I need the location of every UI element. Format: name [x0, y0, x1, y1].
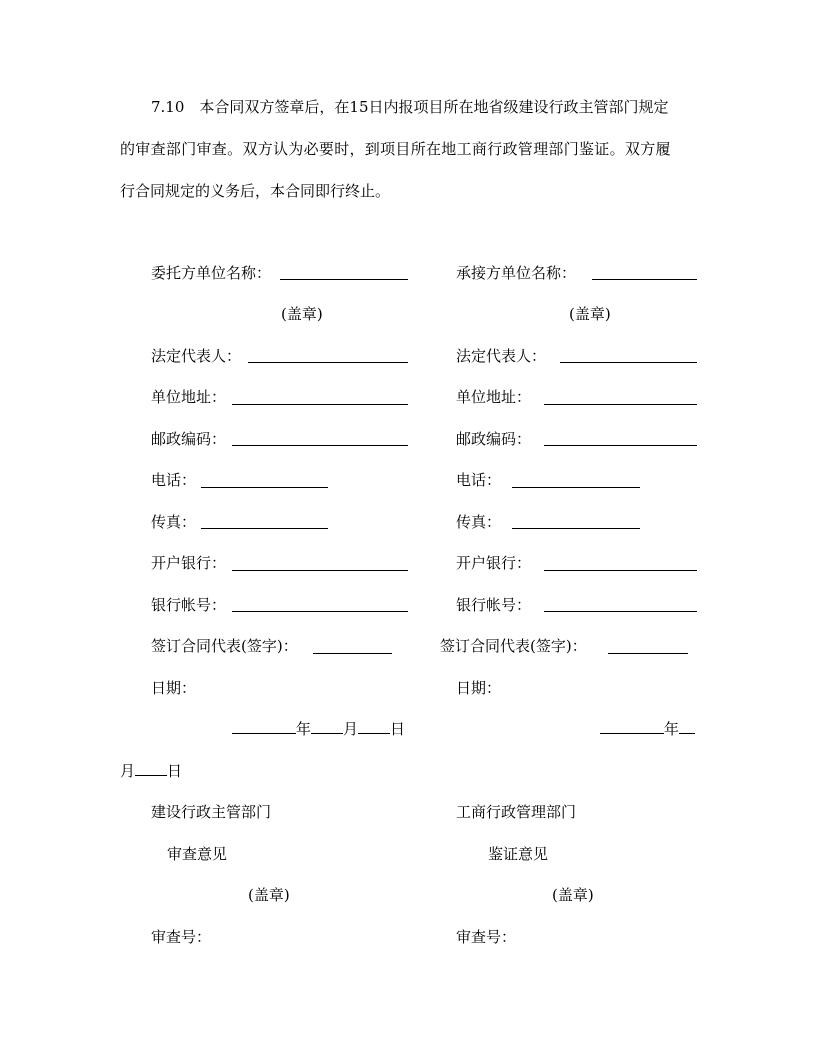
contractor-day-unit: 日 [167, 762, 183, 780]
review-left-seal: (盖章) [248, 886, 290, 904]
client-date-line [232, 719, 405, 739]
contractor-year-blank[interactable] [600, 719, 664, 734]
client-postcode-blank[interactable] [232, 445, 408, 446]
clause-line-1: 7.10 本合同双方签章后，在15日内报项目所在地省级建设行政主管部门规定 [151, 98, 669, 116]
client-signer-label: 签订合同代表(签字)： [151, 637, 298, 655]
client-address-label: 单位地址： [151, 388, 227, 406]
client-fax-label: 传真： [151, 513, 197, 531]
client-bank-label: 开户银行： [151, 554, 227, 572]
contractor-postcode-blank[interactable] [544, 445, 697, 446]
client-year-blank[interactable] [232, 719, 296, 734]
client-fax-blank[interactable] [201, 528, 328, 529]
contractor-year-unit: 年 [664, 720, 680, 738]
contractor-seal: (盖章) [569, 305, 611, 323]
contractor-date-line-wrap [120, 761, 182, 781]
client-seal: (盖章) [281, 305, 323, 323]
contractor-signer-label: 签订合同代表(签字)： [440, 637, 587, 655]
client-account-label: 银行帐号： [151, 596, 227, 614]
client-bank-blank[interactable] [232, 570, 408, 571]
contractor-bank-blank[interactable] [544, 570, 697, 571]
contractor-name-label: 承接方单位名称： [456, 264, 577, 282]
client-day-unit: 日 [390, 720, 406, 738]
client-month-unit: 月 [343, 720, 359, 738]
client-signer-blank[interactable] [313, 653, 392, 654]
clause-line-3: 行合同规定的义务后，本合同即行终止。 [120, 182, 391, 200]
client-name-label: 委托方单位名称： [151, 264, 272, 282]
review-left-opinion: 审查意见 [167, 845, 228, 863]
contractor-bank-label: 开户银行： [456, 554, 532, 572]
contractor-phone-label: 电话： [456, 471, 502, 489]
contractor-date-line [600, 719, 695, 739]
contractor-month-blank[interactable] [679, 719, 695, 734]
contractor-day-blank[interactable] [135, 761, 167, 776]
client-rep-label: 法定代表人： [151, 347, 242, 365]
client-date-label: 日期： [151, 679, 197, 697]
contractor-postcode-label: 邮政编码： [456, 430, 532, 448]
contractor-account-label: 银行帐号： [456, 596, 532, 614]
client-phone-blank[interactable] [201, 487, 328, 488]
contractor-date-label: 日期： [456, 679, 502, 697]
contractor-address-blank[interactable] [544, 404, 697, 405]
clause-line-2: 的审查部门审查。双方认为必要时，到项目所在地工商行政管理部门鉴证。双方履 [120, 140, 671, 158]
contractor-account-blank[interactable] [544, 611, 697, 612]
contractor-address-label: 单位地址： [456, 388, 532, 406]
client-day-blank[interactable] [358, 719, 390, 734]
contractor-fax-blank[interactable] [512, 528, 640, 529]
client-account-blank[interactable] [232, 611, 408, 612]
contractor-rep-blank[interactable] [560, 362, 697, 363]
contractor-name-blank[interactable] [592, 279, 697, 280]
contractor-fax-label: 传真： [456, 513, 502, 531]
review-right-no-label: 审查号： [456, 928, 517, 946]
client-phone-label: 电话： [151, 471, 197, 489]
client-rep-blank[interactable] [248, 362, 408, 363]
contractor-phone-blank[interactable] [512, 487, 640, 488]
review-left-no-label: 审查号： [151, 928, 212, 946]
client-postcode-label: 邮政编码： [151, 430, 227, 448]
client-address-blank[interactable] [232, 404, 408, 405]
review-left-dept: 建设行政主管部门 [151, 803, 272, 821]
contractor-rep-label: 法定代表人： [456, 347, 547, 365]
contractor-month-unit: 月 [120, 762, 136, 780]
review-right-seal: (盖章) [552, 886, 594, 904]
review-right-opinion: 鉴证意见 [488, 845, 549, 863]
client-month-blank[interactable] [311, 719, 343, 734]
review-right-dept: 工商行政管理部门 [456, 803, 577, 821]
contractor-signer-blank[interactable] [608, 653, 688, 654]
client-name-blank[interactable] [280, 279, 408, 280]
client-year-unit: 年 [296, 720, 312, 738]
